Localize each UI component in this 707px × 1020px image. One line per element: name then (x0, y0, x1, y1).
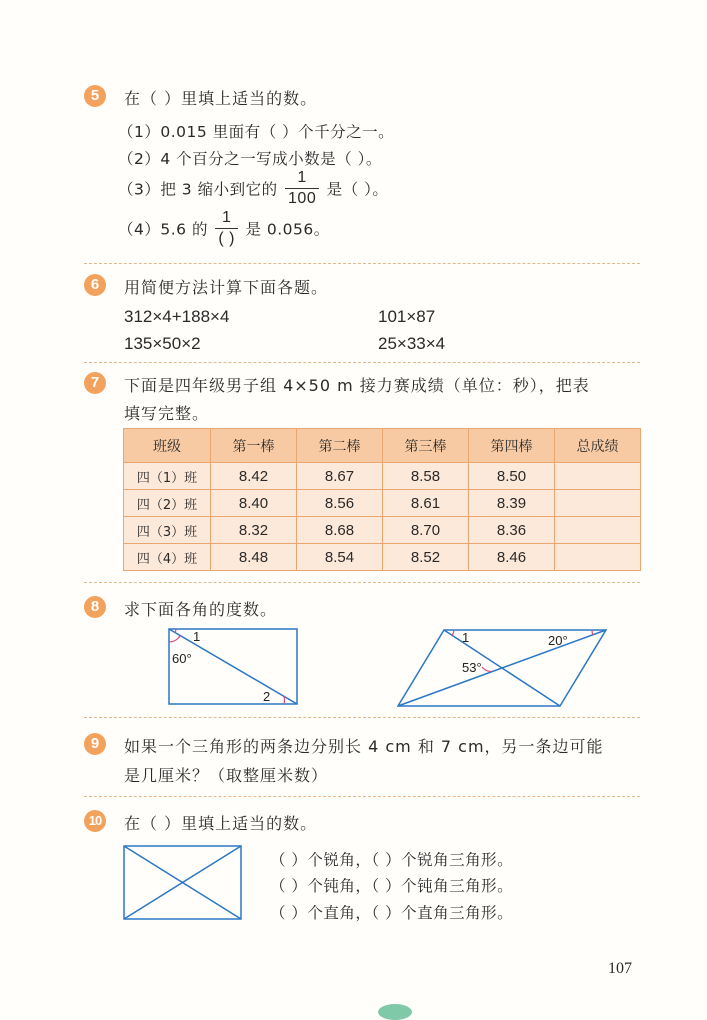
section-divider (84, 582, 640, 583)
q10-line-obtuse: （ ）个钝角，（ ）个钝角三角形。 (270, 874, 513, 896)
header-leg-2: 第二棒 (297, 429, 383, 463)
fraction-1-100 (285, 170, 319, 207)
fraction-numerator: 1 (285, 170, 319, 189)
cell-class: 四（4）班 (124, 544, 211, 571)
cell-time: 8.48 (211, 544, 297, 571)
table-row (124, 517, 641, 544)
question-number-6: 6 (84, 274, 106, 296)
q5-item-1: （1）0.015 里面有（ ）个千分之一。 (118, 120, 394, 142)
bottom-decoration (378, 1004, 412, 1020)
question-9-line1: 如果一个三角形的两条边分别长 4 cm 和 7 cm，另一条边可能 (124, 734, 604, 757)
q10-line-right: （ ）个直角，（ ）个直角三角形。 (270, 901, 513, 923)
header-leg-4: 第四棒 (469, 429, 555, 463)
section-divider (84, 796, 640, 797)
angle-53-arc (482, 667, 492, 672)
question-7-title-line2: 填写完整。 (124, 401, 209, 424)
cell-time: 8.58 (383, 463, 469, 490)
cell-time: 8.50 (469, 463, 555, 490)
cell-total-blank[interactable] (555, 490, 641, 517)
q5-item-4-tail: 是 0.056。 (245, 221, 329, 239)
q5-item-3 (118, 170, 388, 207)
cell-time: 8.68 (297, 517, 383, 544)
cell-time: 8.42 (211, 463, 297, 490)
cell-time: 8.52 (383, 544, 469, 571)
cell-total-blank[interactable] (555, 517, 641, 544)
question-number-10: 10 (84, 810, 106, 832)
q5-item-4-text: （4）5.6 的 (118, 221, 208, 239)
header-leg-1: 第一棒 (211, 429, 297, 463)
question-9-line2: 是几厘米？（取整厘米数） (124, 763, 328, 786)
question-5-title: 在（ ）里填上适当的数。 (124, 86, 317, 109)
cell-time: 8.67 (297, 463, 383, 490)
fraction-denominator: 100 (285, 189, 319, 207)
angle-1-label: 1 (462, 630, 469, 645)
question-7-title-line1: 下面是四年级男子组 4×50 m 接力赛成绩（单位：秒），把表 (124, 373, 590, 396)
diagonal-line (169, 629, 297, 704)
cell-total-blank[interactable] (555, 544, 641, 571)
angle-20-label: 20° (548, 633, 568, 648)
question-6-title: 用简便方法计算下面各题。 (124, 275, 328, 298)
page-number: 107 (608, 960, 632, 978)
angle-2-label: 2 (263, 689, 270, 704)
calc-problem-3: 135×50×2 (124, 334, 201, 354)
angle-53-label: 53° (462, 660, 482, 675)
rectangle-diagonal-figure (160, 622, 302, 708)
cell-class: 四（1）班 (124, 463, 211, 490)
angle-1-label: 1 (193, 629, 200, 644)
cell-time: 8.70 (383, 517, 469, 544)
fraction-1-blank (215, 210, 238, 247)
cell-time: 8.36 (469, 517, 555, 544)
fraction-numerator: 1 (215, 210, 238, 229)
section-divider (84, 362, 640, 363)
cell-class: 四（3）班 (124, 517, 211, 544)
cell-time: 8.54 (297, 544, 383, 571)
diagonal-line (398, 630, 606, 706)
relay-score-table (123, 428, 641, 571)
parallelogram-figure (392, 622, 610, 712)
rectangle-cross-figure (121, 843, 245, 923)
cell-class: 四（2）班 (124, 490, 211, 517)
question-number-9: 9 (84, 733, 106, 755)
table-row (124, 490, 641, 517)
header-leg-3: 第三棒 (383, 429, 469, 463)
section-divider (84, 717, 640, 718)
cell-time: 8.46 (469, 544, 555, 571)
section-divider (84, 263, 640, 264)
question-8-title: 求下面各角的度数。 (124, 597, 277, 620)
question-number-5: 5 (84, 85, 106, 107)
cell-time: 8.61 (383, 490, 469, 517)
header-total: 总成绩 (555, 429, 641, 463)
q5-item-4 (118, 210, 330, 247)
table-row (124, 544, 641, 571)
table-row (124, 463, 641, 490)
cell-time: 8.39 (469, 490, 555, 517)
q10-line-acute: （ ）个锐角，（ ）个锐角三角形。 (270, 848, 513, 870)
question-10-title: 在（ ）里填上适当的数。 (124, 811, 317, 834)
q5-item-3-tail: 是（ ）。 (327, 181, 389, 199)
question-number-7: 7 (84, 372, 106, 394)
q5-item-2: （2）4 个百分之一写成小数是（ ）。 (118, 147, 382, 169)
cell-total-blank[interactable] (555, 463, 641, 490)
fraction-denominator-blank: ( ) (215, 229, 238, 247)
calc-problem-4: 25×33×4 (378, 334, 445, 354)
calc-problem-1: 312×4+188×4 (124, 307, 229, 327)
question-number-8: 8 (84, 596, 106, 618)
calc-problem-2: 101×87 (378, 307, 435, 327)
cell-time: 8.40 (211, 490, 297, 517)
angle-60-arc (169, 636, 180, 642)
angle-1-arc (452, 630, 455, 636)
header-class: 班级 (124, 429, 211, 463)
q5-item-3-text: （3）把 3 缩小到它的 (118, 181, 278, 199)
cell-time: 8.56 (297, 490, 383, 517)
angle-60-label: 60° (172, 651, 192, 666)
table-header-row (124, 429, 641, 463)
cell-time: 8.32 (211, 517, 297, 544)
